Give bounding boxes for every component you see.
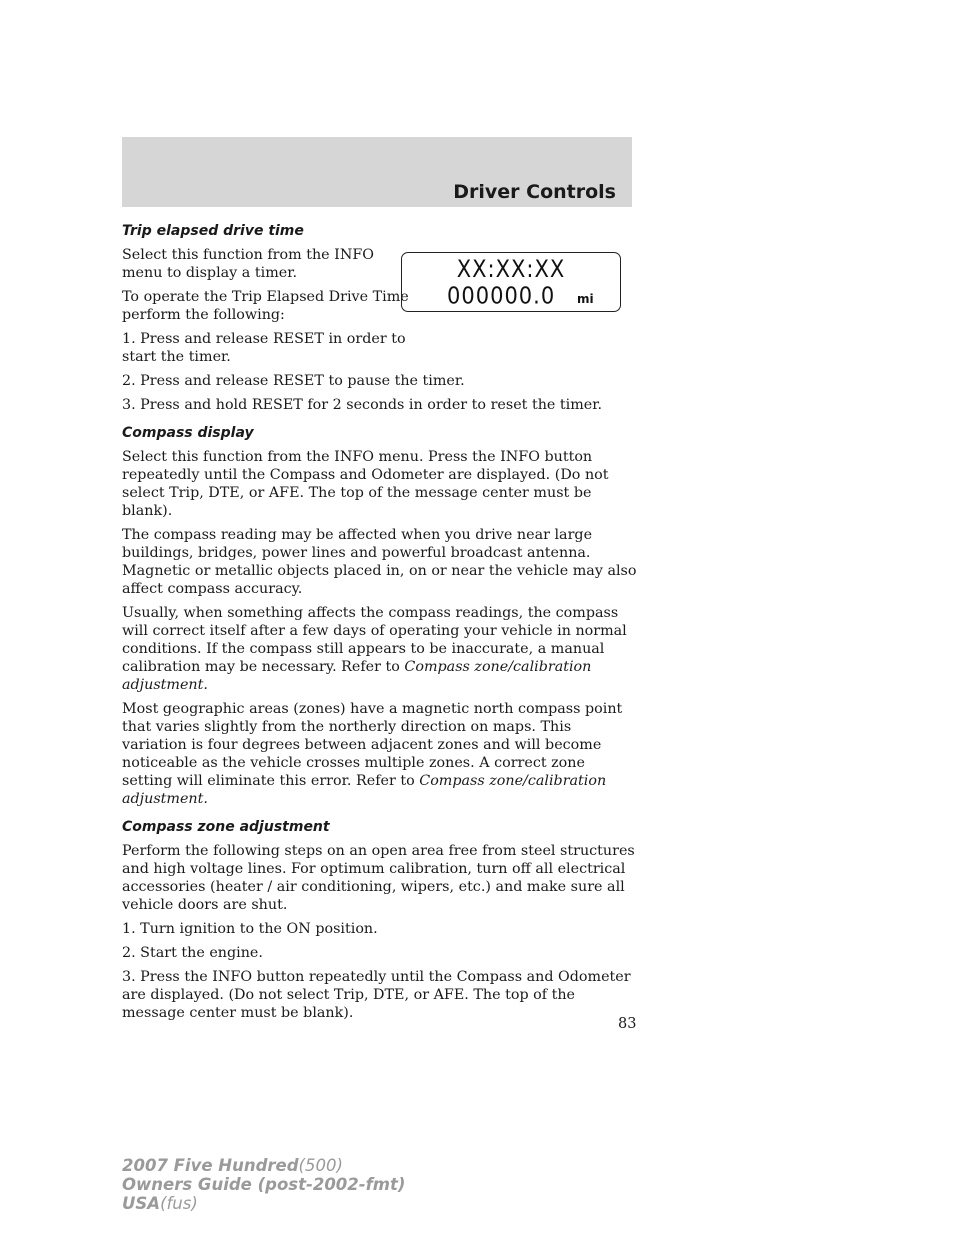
document-footer	[122, 1156, 405, 1213]
heading-trip-elapsed-drive-time: Trip elapsed drive time	[122, 223, 304, 239]
display-unit-label: mi	[577, 292, 594, 306]
footer-line	[122, 1194, 405, 1213]
cross-reference: Compass zone/calibration adjustment.	[122, 773, 607, 807]
footer-market: USA	[122, 1194, 161, 1213]
display-timer-readout: XX:XX:XX	[456, 255, 566, 283]
list-item: 3. Press the INFO button repeatedly until the Compass and Odometer are displayed. (Do not select Trip, DTE, or AFE. The top of the message center must be blank).	[122, 969, 631, 1021]
paragraph: Select this function from the INFO menu. Press the INFO button repeatedly until the Compass and Odometer are displayed. (Do not select Trip, DTE, or AFE. The top of the message center must be blank).	[122, 449, 609, 519]
display-odometer-readout: 000000.0	[447, 282, 556, 310]
paragraph: Select this function from the INFO menu to display a timer.	[122, 247, 374, 281]
paragraph-text: Most geographic areas (zones) have a magnetic north compass point that varies slightly from the northerly direction on maps. This variation is four degrees between adjacent zones and will become noticeable as the vehicle crosses multiple zones. A correct zone setting will eliminate this error. Refer to	[122, 701, 623, 789]
footer-model: 2007 Five Hundred	[122, 1156, 299, 1175]
footer-model-code: (500)	[298, 1156, 343, 1175]
list-item: 2. Start the engine.	[122, 945, 263, 961]
paragraph	[122, 604, 637, 694]
paragraph: The compass reading may be affected when you drive near large buildings, bridges, power lines and powerful broadcast antenna. Magnetic or metallic objects placed in, on or near the vehicle may also affect compass accuracy.	[122, 527, 637, 597]
paragraph-text: Usually, when something affects the compass readings, the compass will correct itself after a few days of operating your vehicle in normal conditions. If the compass still appears to be inaccurate, a manual calibration may be necessary. Refer to	[122, 605, 627, 675]
paragraph: To operate the Trip Elapsed Drive Time perform the following:	[122, 289, 409, 323]
footer-line	[122, 1175, 405, 1194]
page-content	[122, 222, 637, 1028]
footer-line	[122, 1156, 405, 1175]
section-title: Driver Controls	[453, 181, 616, 203]
footer-market-code: (fus)	[160, 1194, 198, 1213]
section-header-band	[122, 137, 632, 207]
list-item: 3. Press and hold RESET for 2 seconds in order to reset the timer.	[122, 397, 603, 413]
page-number: 83	[618, 1016, 637, 1032]
heading-compass-display: Compass display	[122, 425, 254, 441]
cross-reference: Compass zone/calibration adjustment.	[122, 659, 592, 693]
paragraph: Perform the following steps on an open area free from steel structures and high voltage lines. For optimum calibration, turn off all electrical accessories (heater / air conditioning, wipers, etc.) and make sure all vehicle doors are shut.	[122, 843, 635, 913]
list-item: 2. Press and release RESET to pause the timer.	[122, 373, 465, 389]
paragraph	[122, 700, 637, 808]
list-item: 1. Press and release RESET in order to start the timer.	[122, 331, 406, 365]
footer-guide-format: Owners Guide (post-2002-fmt)	[122, 1175, 406, 1194]
list-item: 1. Turn ignition to the ON position.	[122, 921, 378, 937]
heading-compass-zone-adjustment: Compass zone adjustment	[122, 819, 330, 835]
